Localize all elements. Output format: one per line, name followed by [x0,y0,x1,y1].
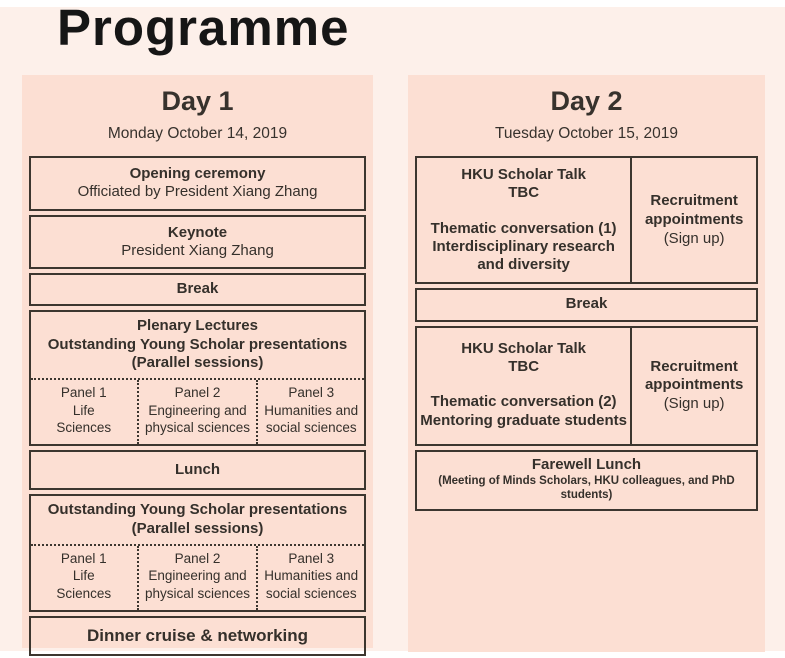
day2-date: Tuesday October 15, 2019 [495,125,678,142]
page-title: Programme [57,0,350,56]
panel-3-label: Panel 3 [288,550,335,566]
scholar-talk-1-title: HKU Scholar Talk [461,166,586,183]
plenary-line3: (Parallel sessions) [131,354,264,372]
day1-break-box: Break [29,273,366,306]
panel-2-field-line2: physical sciences [144,420,251,436]
plenary-line1: Plenary Lectures [137,317,258,335]
oys-line2: (Parallel sessions) [131,519,264,537]
dinner-cruise-box: Dinner cruise & networking [29,616,366,657]
lunch-box: Lunch [29,450,366,490]
farewell-lunch-subtitle: (Meeting of Minds Scholars, HKU colleagues, and PhD students) [438,475,735,502]
thematic-topic-1-line2: and diversity [477,256,570,274]
panel-1-field-line2: Sciences [56,420,112,436]
day2-schedule [415,156,758,511]
recruitment-cell-2 [632,328,756,444]
recruitment-line2: appointments [644,210,744,228]
recruitment-line2: appointments [644,376,744,394]
day2-afternoon-box [415,326,758,446]
panel-2-field-line1: Engineering and [148,402,247,418]
keynote-subtitle: President Xiang Zhang [121,241,274,259]
panel-2-label: Panel 2 [174,385,221,401]
panel-3-field-line1: Humanities and [264,568,359,584]
panel-2-field-line1: Engineering and [148,568,247,584]
oys-panel-1-cell [31,546,137,610]
panel-2-field-line2: physical sciences [144,586,251,601]
recruitment-line1: Recruitment [650,192,738,210]
day2-heading: Day 2 [550,86,623,116]
day1-heading: Day 1 [161,86,234,116]
opening-ceremony-box [29,156,366,211]
day2-break-box: Break [415,288,758,321]
oys-line1: Outstanding Young Scholar presentations [47,501,348,519]
scholar-talk-2-title: HKU Scholar Talk [461,339,586,357]
oys-presentations-box [29,494,366,611]
farewell-lunch-title: Farewell Lunch [531,455,642,473]
panel-1-label: Panel 1 [60,385,107,401]
recruitment-signup: (Sign up) [663,395,725,413]
panel-1-label: Panel 1 [60,550,107,566]
plenary-lectures-box [29,310,366,446]
recruitment-line1: Recruitment [650,357,738,375]
keynote-box [29,215,366,270]
day1-panel [22,75,373,648]
oys-panel-3-cell [256,546,364,610]
recruitment-signup: (Sign up) [663,229,725,247]
panel-2-label: Panel 2 [174,550,221,566]
oys-header [31,496,364,544]
plenary-line2: Outstanding Young Scholar presentations [47,335,348,353]
scholar-talk-1-cell [417,158,632,282]
panel-3-field-line1: Humanities and [264,402,359,418]
spacer [419,203,628,220]
thematic-conversation-1: Thematic conversation (1) [430,219,617,237]
plenary-lectures-header [31,312,364,378]
oys-panel-2-cell [137,546,257,610]
panel-3-field-line2: social sciences [265,586,357,601]
oys-parallel-panels-row [31,544,364,610]
plenary-panel-2-cell [137,380,257,444]
day1-date: Monday October 14, 2019 [107,125,288,142]
panel-1-field-line1: Life [72,402,95,418]
opening-ceremony-subtitle: Officiated by President Xiang Zhang [77,183,318,201]
scholar-talk-2-cell [417,328,632,444]
spacer [419,376,628,393]
thematic-conversation-2: Thematic conversation (2) [430,393,617,411]
plenary-panel-3-cell [256,380,364,444]
panel-1-field-line2: Sciences [56,586,112,601]
farewell-lunch-box [415,450,758,511]
recruitment-cell-1 [632,158,756,282]
plenary-panel-1-cell [31,380,137,444]
thematic-topic-1-line1: Interdisciplinary research [432,237,615,255]
thematic-topic-2-line1: Mentoring graduate students [420,411,627,429]
day2-morning-box [415,156,758,284]
day1-schedule [29,156,366,656]
scholar-talk-1-tbc: TBC [508,184,540,202]
panel-3-label: Panel 3 [288,385,335,401]
day2-panel [408,75,765,652]
scholar-talk-2-tbc: TBC [508,358,540,376]
panel-3-field-line2: social sciences [265,420,357,436]
opening-ceremony-title: Opening ceremony [129,165,266,182]
plenary-parallel-panels-row [31,378,364,444]
panel-1-field-line1: Life [72,568,95,584]
keynote-title: Keynote [167,223,228,241]
